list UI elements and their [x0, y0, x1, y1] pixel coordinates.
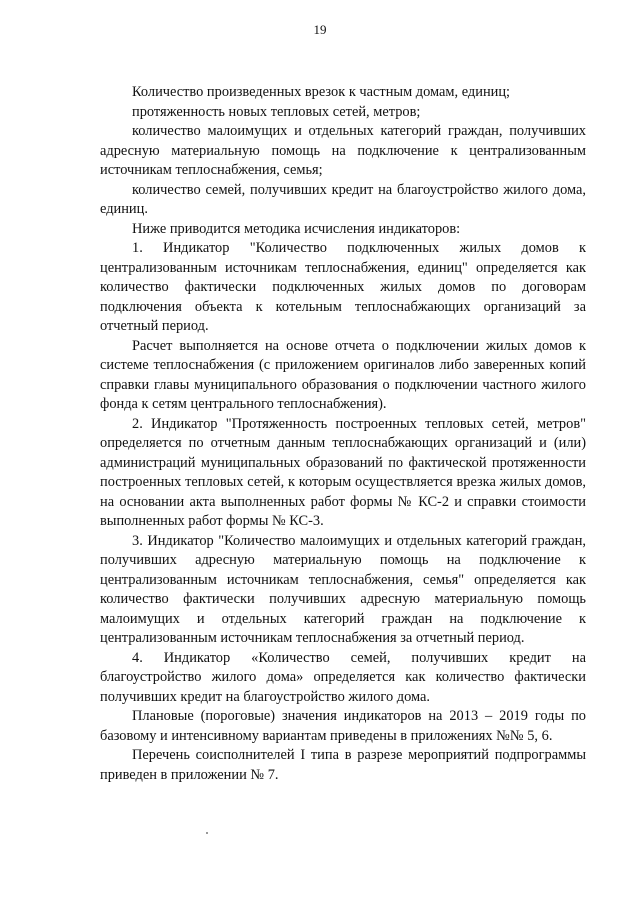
scan-artifact — [206, 832, 208, 834]
paragraph: 3. Индикатор "Количество малоимущих и отдельных категорий граждан, получивших адресную материальную помощь на подключение к централизованным источникам теплоснабжения, семья" определяется как количество фактически получивших адресную материальную помощь малоимущих и отдельных категорий граждан на подключение к централизованным источникам теплоснабжения за отчетный период. — [100, 532, 586, 646]
paragraph: Перечень соисполнителей I типа в разрезе мероприятий подпрограммы приведен в приложении № 7. — [100, 747, 586, 783]
page-number: 19 — [313, 22, 327, 37]
paragraph: 1. Индикатор "Количество подключенных жилых домов к централизованным источникам теплоснабжения, единиц" определяется как количество фактически подключенных жилых домов по договорам подключения объекта к котельным теплоснабжающих организаций за отчетный период. — [100, 240, 586, 334]
paragraph: протяженность новых тепловых сетей, метров; — [132, 103, 421, 120]
paragraph: Количество произведенных врезок к частным домам, единиц; — [132, 84, 511, 100]
paragraph: количество малоимущих и отдельных категорий граждан, получивших адресную материальную помощь на подключение к централизованным источникам теплоснабжения, семья; — [100, 123, 586, 178]
paragraph: 2. Индикатор "Протяженность построенных тепловых сетей, метров" определяется по отчетным данным теплоснабжающих организаций и (или) администраций муниципальных образований по фактической протяженности построенных тепловых сетей, к которым осуществляется врезка жилых домов, на основании акта выполненных работ формы № КС-2 и справки стоимости выполненных работ формы № КС-3. — [100, 415, 586, 529]
paragraph: количество семей, получивших кредит на благоустройство жилого дома, единиц. — [100, 181, 586, 217]
body-text — [100, 83, 586, 785]
paragraph: Расчет выполняется на основе отчета о подключении жилых домов к системе теплоснабжения (с приложением оригиналов либо заверенных копий справки главы муниципального образования о подключении частного жилого фонда к сетям центрального теплоснабжения). — [100, 337, 586, 412]
paragraph: Плановые (пороговые) значения индикаторов на 2013 – 2019 годы по базовому и интенсивному вариантам приведены в приложениях №№ 5, 6. — [100, 708, 586, 744]
paragraph: 4. Индикатор «Количество семей, получивших кредит на благоустройство жилого дома» определяется как количество фактически получивших кредит на благоустройство жилого дома. — [100, 649, 586, 705]
paragraph: Ниже приводится методика исчисления индикаторов: — [132, 220, 461, 237]
